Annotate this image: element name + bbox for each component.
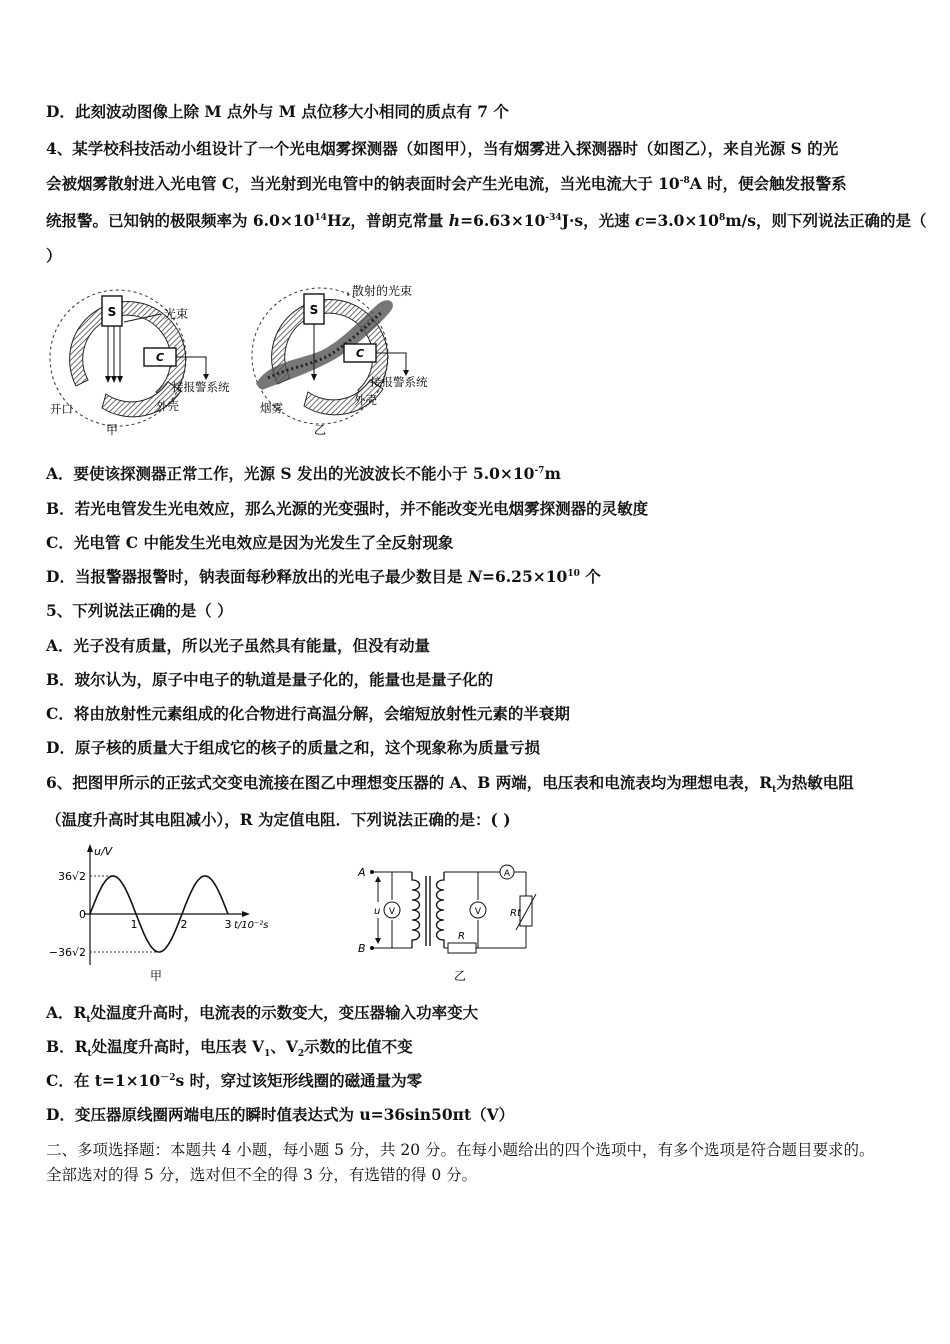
svg-text:S: S [309,303,319,317]
q6-option-a: A．$R_t$处温度升高时，电流表的示数变大，变压器输入功率变大 [46,1003,479,1026]
q4-stem-line3: 统报警。已知钠的极限频率为 $6.0\times 10^{14}Hz$，普朗克常量 $h=6.63\times 10^{-34}J\cdot s$，光速 $c=3.0\times 10^8m/s$，则下列说法正确的是（ [46,211,927,230]
q4-option-b: B．若光电管发生光电效应，那么光源的光变强时，并不能改变光电烟雾探测器的灵敏度 [46,499,649,518]
q6-option-d: D．变压器原线圈两端电压的瞬时值表达式为 u=36sin50πt（V） [46,1105,515,1124]
q5-option-d: D．原子核的质量大于组成它的核子的质量之和，这个现象称为质量亏损 [46,738,540,757]
q6-voltage-graph [44,840,284,985]
svg-text:外壳: 外壳 [354,393,377,407]
q4-figure-yi [248,282,458,438]
svg-text:3: 3 [224,918,232,931]
svg-text:u: u [374,906,381,917]
q5-option-a: A．光子没有质量，所以光子虽然具有能量，但没有动量 [46,636,431,655]
svg-text:C: C [155,351,165,364]
svg-text:甲: 甲 [149,969,163,983]
svg-text:36√2: 36√2 [57,870,86,883]
svg-text:2: 2 [180,918,188,931]
svg-text:−36√2: −36√2 [48,946,86,959]
q6-stem-line2: （温度升高时其电阻减小），R 为定值电阻．下列说法正确的是：( ) [46,810,511,829]
resistor-r [448,943,476,953]
q4-stem-line1: 4、某学校科技活动小组设计了一个光电烟雾探测器（如图甲），当有烟雾进入探测器时（如图乙），来自光源 S 的光 [46,139,839,158]
svg-text:外壳: 外壳 [156,399,179,413]
svg-text:0: 0 [79,908,86,921]
svg-text:开口: 开口 [50,402,73,416]
q4-option-a: A．要使该探测器正常工作，光源 S 发出的光波波长不能小于 $5.0\times 10^{-7}m$ [46,464,561,483]
svg-text:V: V [474,907,482,917]
svg-text:光束: 光束 [164,307,189,321]
q5-stem: 5、下列说法正确的是（ ） [46,601,233,620]
q4-option-d: D．当报警器报警时，钠表面每秒释放出的光电子最少数目是 $N=6.25\times 10^{10}$ 个 [46,567,601,586]
svg-text:乙: 乙 [453,969,467,983]
svg-text:t/10⁻²s: t/10⁻²s [234,920,269,931]
svg-text:S: S [107,305,117,319]
svg-text:乙: 乙 [313,423,327,437]
q4-figure-jia [46,288,246,438]
svg-text:接报警系统: 接报警系统 [370,375,428,389]
q6-option-c: C．在 $t=1\times 10^{-2}s$ 时，穿过该矩形线圈的磁通量为零 [46,1071,423,1090]
svg-text:Rt: Rt [510,908,521,919]
secondary-coil [437,872,445,948]
q4-stem-line4: ） [46,246,62,265]
q6-stem-line1: 6、把图甲所示的正弦式交变电流接在图乙中理想变压器的 A、B 两端，电压表和电流表均为理想电表，$R_t$为热敏电阻 [46,773,854,796]
svg-text:R: R [458,931,465,942]
svg-text:V: V [388,907,396,917]
q6-circuit [350,850,540,985]
svg-text:散射的光束: 散射的光束 [352,284,413,298]
svg-text:A: A [358,866,366,879]
svg-text:u/V: u/V [94,845,113,858]
q5-option-b: B．玻尔认为，原子中电子的轨道是量子化的，能量也是量子化的 [46,670,494,689]
svg-text:A: A [503,869,511,879]
q5-option-c: C．将由放射性元素组成的化合物进行高温分解，会缩短放射性元素的半衰期 [46,704,570,723]
svg-text:烟雾: 烟雾 [260,401,283,415]
svg-text:B: B [358,942,366,955]
q4-option-c: C．光电管 C 中能发生光电效应是因为光发生了全反射现象 [46,533,454,552]
q4-stem-line2: 会被烟雾散射进入光电管 C，当光射到光电管中的钠表面时会产生光电流，当光电流大于 $10^{-8}A$ 时，便会触发报警系 [46,174,847,193]
q3-option-d: D．此刻波动图像上除 M 点外与 M 点位移大小相同的质点有 7 个 [46,102,509,121]
q6-option-b: B．$R_t$处温度升高时，电压表 $V_1$、$V_2$示数的比值不变 [46,1037,413,1060]
svg-text:C: C [355,347,365,360]
svg-text:1: 1 [130,918,138,931]
svg-text:接报警系统: 接报警系统 [172,380,230,394]
section2-line1: 二、多项选择题：本题共 4 小题，每小题 5 分，共 20 分。在每小题给出的四个选项中，有多个选项是符合题目要求的。 [46,1141,875,1159]
svg-text:甲: 甲 [105,423,119,437]
primary-coil [412,872,420,948]
section2-line2: 全部选对的得 5 分，选对但不全的得 3 分，有选错的得 0 分。 [46,1166,478,1184]
